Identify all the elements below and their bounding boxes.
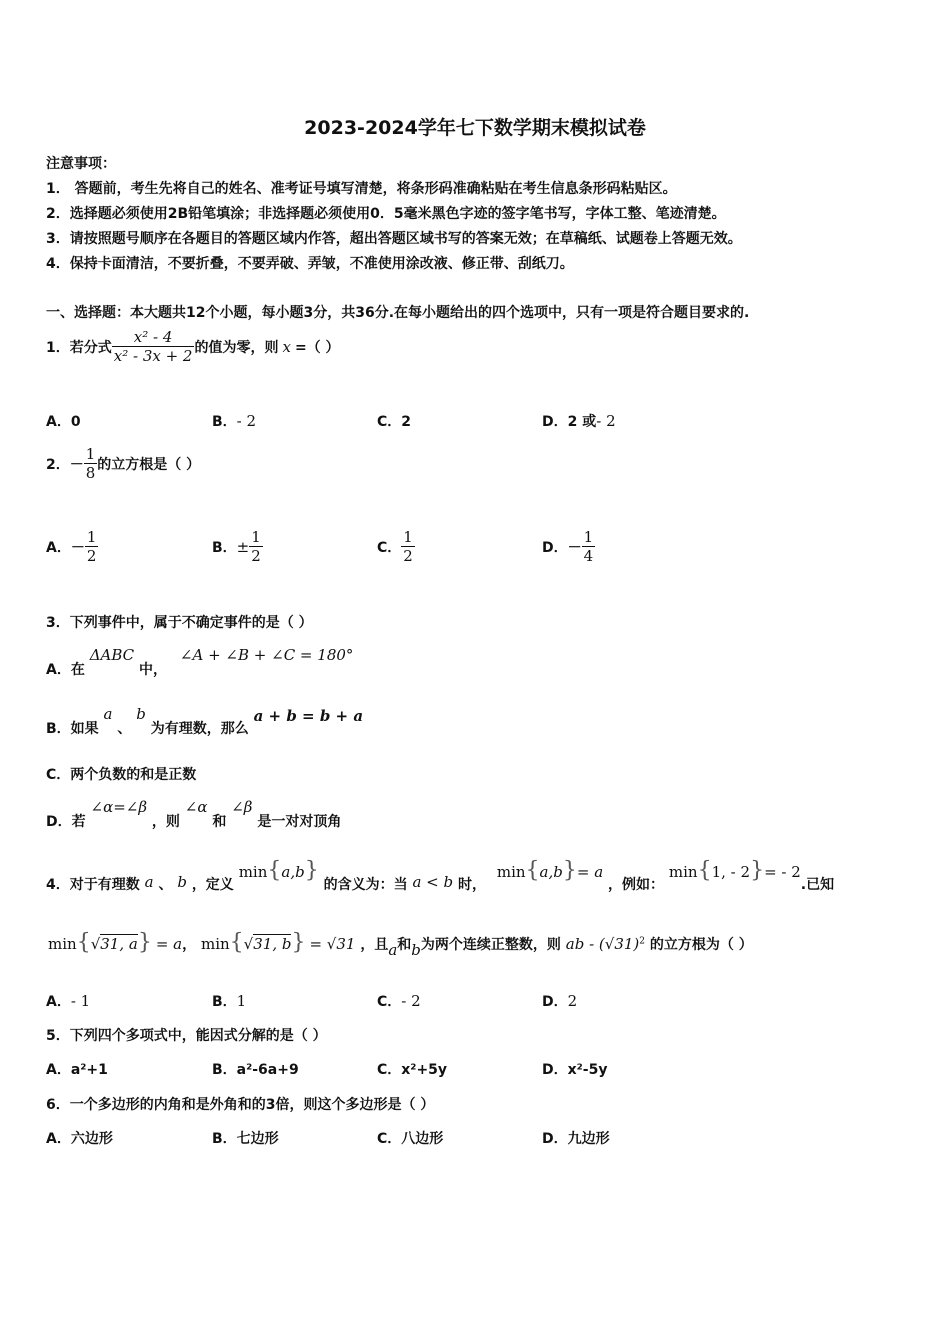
q1-fraction: [112, 328, 195, 365]
q3-option-b[interactable]: [46, 704, 363, 744]
q4-option-b[interactable]: [212, 991, 246, 1011]
q3-option-b-lead: B．如果: [46, 721, 99, 737]
q2-option-b-label: B．: [212, 539, 237, 556]
q3-option-a-mid: 中，: [139, 662, 168, 678]
notice-item-2: 2．选择题必须使用2B铅笔填涂；非选择题必须使用0．5毫米黑色字迹的签字笔书写，字体工整、笔迹清楚。: [46, 206, 726, 222]
q3-option-a-equation: ∠A + ∠B + ∠C = 180°: [179, 646, 354, 664]
q1-option-c-text: 2: [401, 414, 412, 430]
q3-option-d-tail: 是一对对顶角: [257, 814, 342, 830]
q1-var: x: [282, 337, 291, 356]
q4-l2-var-b: b: [411, 941, 421, 959]
q2-option-d[interactable]: [542, 528, 595, 565]
q2-fraction: [84, 445, 98, 482]
q2-option-c-fraction: [401, 528, 415, 565]
q5-option-d[interactable]: [542, 1059, 607, 1079]
q2-option-b-sign: ±: [236, 537, 250, 556]
q2-tail: 的立方根是（ ）: [97, 456, 201, 473]
q2-option-c-label: C．: [377, 539, 402, 556]
section-heading: 一、选择题：本大题共12个小题，每小题3分，共36分.在每小题给出的四个选项中，只有一项是符合题目要求的.: [46, 305, 750, 321]
q1-option-b-label: B．: [212, 414, 237, 430]
q4-l2-comma: ，: [182, 937, 197, 953]
q4-l2-min-2: min: [200, 935, 230, 953]
q4-var-b: b: [177, 873, 187, 891]
q2-option-c-num: 1: [403, 528, 413, 546]
q4-def: ，定义: [191, 877, 234, 893]
q1-numerator: x² - 4: [133, 328, 173, 346]
q1-option-c-label: C．: [377, 414, 402, 430]
q4-l2-and1: ，且: [360, 937, 389, 953]
question-2-stem: [46, 445, 200, 482]
q4-l2-expression: ab - (√31): [565, 935, 640, 953]
q6-option-a[interactable]: [46, 1128, 113, 1148]
question-3-stem: 3．下列事件中，属于不确定事件的是（ ）: [46, 615, 313, 631]
q3-option-a[interactable]: [46, 645, 353, 685]
q5-option-d-text: x²-5y: [567, 1062, 608, 1078]
q2-option-b[interactable]: [212, 528, 263, 565]
notice-item-3: 3．请按照题号顺序在各题目的答题区域内作答，超出答题区域书写的答案无效；在草稿纸、试题卷上答题无效。: [46, 231, 742, 247]
q6-option-b-label: B．: [212, 1131, 237, 1147]
q2-option-b-num: 1: [251, 528, 261, 546]
q2-option-d-fraction: [582, 528, 596, 565]
q4-l2-min-1: min: [48, 935, 77, 953]
q4-lead: 4．对于有理数: [46, 877, 140, 893]
q1-tail: 的值为零，则: [194, 339, 279, 356]
page-title: 2023-2024学年七下数学期末模拟试卷: [304, 117, 646, 139]
q2-option-d-den: 4: [583, 547, 594, 565]
q4-l2-mid: 为两个连续正整数，则: [420, 937, 561, 953]
q2-denominator: 8: [85, 464, 96, 482]
q4-l2-args-a: 31, a: [100, 935, 138, 953]
q5-option-c-label: C．: [377, 1062, 402, 1078]
q1-option-a-text: 0: [70, 414, 81, 430]
q6-option-a-text: 六边形: [70, 1131, 113, 1147]
q5-option-b-text: a²-6a+9: [236, 1062, 299, 1078]
q4-when: 时，: [457, 877, 486, 893]
q3-option-d-equation: ∠α=∠β: [90, 798, 148, 816]
q3-option-b-sep: 、: [117, 721, 132, 737]
q1-option-d-text: 2 或: [567, 414, 597, 430]
q4-option-c-text: - 2: [401, 992, 421, 1010]
question-1-stem: [46, 328, 340, 365]
notice-heading: 注意事项：: [46, 156, 116, 172]
q2-lead: 2．－: [46, 456, 84, 473]
q4-var-a: a: [144, 873, 154, 891]
q2-option-b-den: 2: [251, 547, 261, 565]
q3-option-b-equation: a + b = b + a: [253, 707, 364, 725]
q3-option-a-lead: A．在: [46, 662, 85, 678]
q4-condition: a < b: [412, 873, 454, 891]
q2-option-a-fraction: [85, 528, 99, 565]
q4-option-c[interactable]: [377, 991, 421, 1011]
q4-l2-args-b: 31, b: [253, 935, 292, 953]
q4-l2-exponent: 2: [639, 936, 645, 947]
notice-item-1: 1． 答题前，考生先将自己的姓名、准考证号填写清楚，将条形码准确粘贴在考生信息条形码粘贴区。: [46, 181, 677, 197]
q6-option-d[interactable]: [542, 1128, 610, 1148]
q2-option-a-den: 2: [86, 547, 97, 565]
q5-option-c[interactable]: [377, 1059, 447, 1079]
q4-example-args: 1, - 2: [711, 863, 751, 881]
q6-option-b-text: 七边形: [236, 1131, 279, 1147]
question-4-stem-line-2: min{√31, a} = a， min{√31, b} = √31 ，且a和b为两个连续正整数，则 ab - $(√31)^2$ 的立方根为（ ）: [48, 930, 753, 959]
q3-option-d-mid: ，则: [151, 814, 180, 830]
q5-option-a[interactable]: [46, 1059, 108, 1079]
q4-example-value: = - 2: [764, 863, 801, 881]
q1-eq: =（ ）: [294, 339, 340, 356]
q1-option-b[interactable]: [212, 411, 256, 431]
q6-option-c-label: C．: [377, 1131, 402, 1147]
q3-option-d[interactable]: [46, 797, 341, 837]
q2-option-a-label: A．: [46, 539, 71, 556]
q5-option-a-text: a²+1: [70, 1062, 108, 1078]
q4-option-d-label: D．: [542, 994, 568, 1010]
q4-min-args-2: a,b: [539, 863, 563, 881]
q1-denominator: x² - 3x + 2: [113, 347, 193, 365]
q5-option-b-label: B．: [212, 1062, 237, 1078]
q4-option-d[interactable]: [542, 991, 577, 1011]
q6-option-d-label: D．: [542, 1131, 568, 1147]
q4-option-a-text: - 1: [70, 992, 91, 1010]
q6-option-b[interactable]: [212, 1128, 279, 1148]
q2-option-a-num: 1: [86, 528, 97, 546]
notice-item-4: 4．保持卡面清洁，不要折叠，不要弄破、弄皱，不准使用涂改液、修正带、刮纸刀。: [46, 256, 574, 272]
q4-known: .已知: [800, 877, 835, 893]
q2-option-a[interactable]: [46, 528, 98, 565]
q4-l2-var-a: a: [388, 941, 398, 959]
q3-option-b-mid: 为有理数，那么: [150, 721, 249, 737]
q4-option-b-text: 1: [236, 992, 247, 1010]
q5-option-c-text: x²+5y: [401, 1062, 448, 1078]
q2-option-d-label: D．: [542, 539, 568, 556]
q4-example-label: ，例如：: [608, 877, 665, 893]
q4-option-b-label: B．: [212, 994, 237, 1010]
q3-option-a-triangle: ΔABC: [89, 646, 135, 664]
q4-min-args: a,b: [281, 863, 305, 881]
q4-min-3: min: [668, 863, 698, 881]
q3-option-d-angle-a: ∠α: [184, 798, 208, 816]
q2-numerator: 1: [85, 445, 96, 463]
question-5-stem: 5．下列四个多项式中，能因式分解的是（ ）: [46, 1028, 327, 1044]
q6-option-d-text: 九边形: [567, 1131, 610, 1147]
q4-meaning: 的含义为：当: [323, 877, 408, 893]
q3-option-b-var-a: a: [103, 705, 113, 723]
q4-option-a[interactable]: [46, 991, 90, 1011]
q3-option-d-lead: D．若: [46, 814, 86, 830]
q4-l2-eq-a: = a: [155, 935, 183, 953]
q4-l2-and2: 和: [397, 937, 412, 953]
q4-min-1: min: [238, 863, 268, 881]
q6-option-c[interactable]: [377, 1128, 443, 1148]
q4-option-c-label: C．: [377, 994, 402, 1010]
q5-option-a-label: A．: [46, 1062, 71, 1078]
q1-option-a[interactable]: [46, 411, 81, 431]
q1-option-d-math: - 2: [596, 412, 616, 430]
q4-min-2: min: [496, 863, 526, 881]
question-6-stem: 6．一个多边形的内角和是外角和的3倍，则这个多边形是（ ）: [46, 1097, 435, 1113]
q1-lead: 1．若分式: [46, 339, 112, 356]
q4-l2-eq-b: = √31: [309, 935, 356, 953]
q2-option-b-fraction: [249, 528, 263, 565]
question-4-stem-line-1: 4．对于有理数 a 、 b ，定义 min{a,b} 的含义为：当 a < b 时， min{a,b}= a ，例如： min{1, - 2}= - 2.已知: [46, 858, 835, 893]
q4-eq-a: = a: [576, 863, 604, 881]
q3-option-b-var-b: b: [136, 705, 146, 723]
q3-option-d-angle-b: ∠β: [231, 798, 253, 816]
q1-option-a-label: A．: [46, 414, 71, 430]
q2-option-c[interactable]: [377, 528, 415, 565]
q2-option-d-sign: －: [567, 539, 582, 556]
q4-sep: 、: [158, 877, 173, 893]
q6-option-a-label: A．: [46, 1131, 71, 1147]
q4-option-a-label: A．: [46, 994, 71, 1010]
q1-option-d-label: D．: [542, 414, 568, 430]
q1-option-d[interactable]: [542, 411, 616, 431]
q2-option-a-sign: －: [70, 539, 85, 556]
q3-option-c[interactable]: C．两个负数的和是正数: [46, 767, 197, 783]
q2-option-c-den: 2: [403, 547, 413, 565]
q6-option-c-text: 八边形: [401, 1131, 444, 1147]
q3-option-d-and: 和: [212, 814, 227, 830]
q4-option-d-text: 2: [567, 992, 578, 1010]
q5-option-b[interactable]: [212, 1059, 299, 1079]
q4-l2-tail: 的立方根为（ ）: [649, 937, 753, 953]
q2-option-d-num: 1: [583, 528, 594, 546]
q5-option-d-label: D．: [542, 1062, 568, 1078]
q1-option-c[interactable]: [377, 411, 411, 431]
q1-option-b-text: - 2: [236, 412, 257, 430]
